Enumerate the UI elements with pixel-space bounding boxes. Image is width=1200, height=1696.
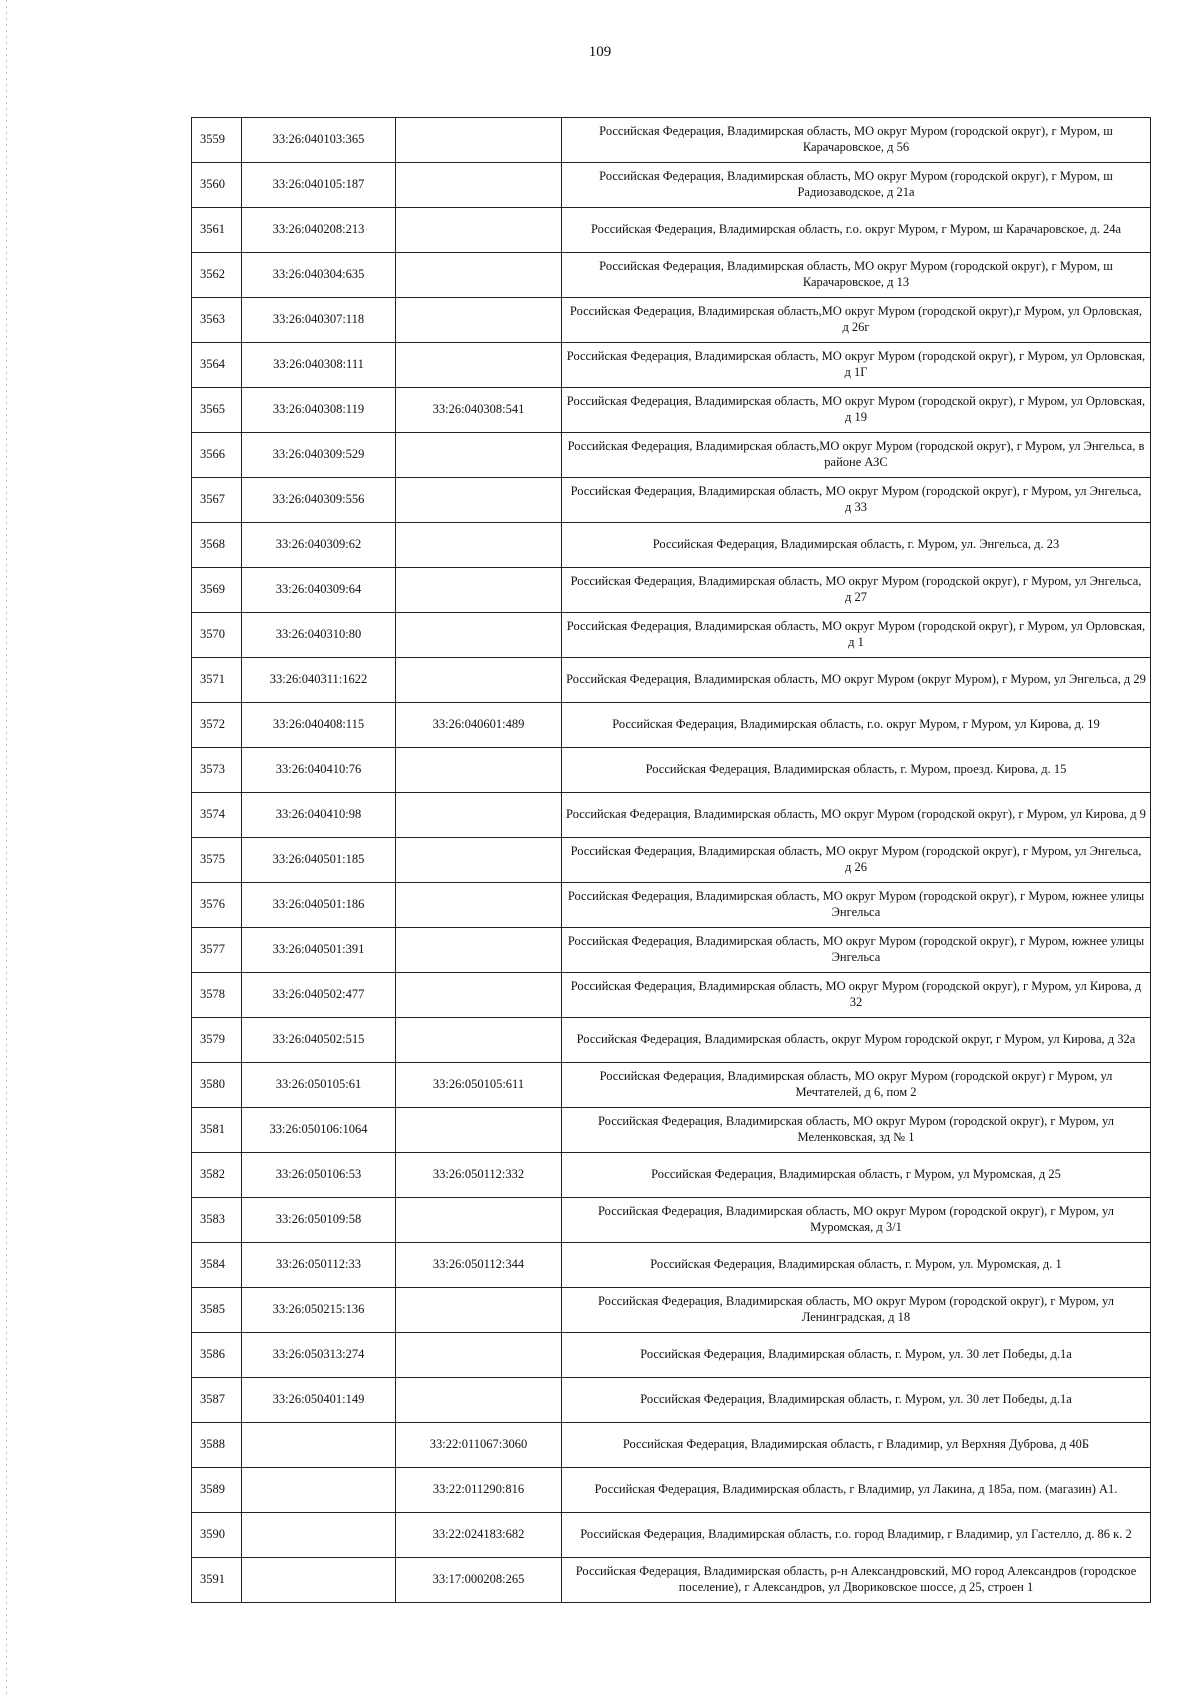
table-row bbox=[192, 118, 1151, 163]
address-cell: Российская Федерация, Владимирская область, г Владимир, ул Лакина, д 185а, пом. (магазин) А1. bbox=[562, 1468, 1151, 1513]
table-row bbox=[192, 1153, 1151, 1198]
row-number-cell: 3574 bbox=[192, 793, 242, 838]
table-row bbox=[192, 703, 1151, 748]
cadastral-number-cell: 33:26:050313:274 bbox=[242, 1333, 396, 1378]
cadastral-number-cell: 33:26:040308:111 bbox=[242, 343, 396, 388]
cadastral-number-cell bbox=[242, 1513, 396, 1558]
table-row bbox=[192, 1333, 1151, 1378]
property-registry-table bbox=[191, 117, 1151, 1603]
table-row bbox=[192, 883, 1151, 928]
related-cadastral-number-cell bbox=[396, 523, 562, 568]
table-row bbox=[192, 973, 1151, 1018]
address-cell: Российская Федерация, Владимирская область, МО округ Муром (городской округ), г Муром, ул Орловская, д 19 bbox=[562, 388, 1151, 433]
cadastral-number-cell: 33:26:050215:136 bbox=[242, 1288, 396, 1333]
related-cadastral-number-cell bbox=[396, 298, 562, 343]
address-cell: Российская Федерация, Владимирская область,МО округ Муром (городской округ), г Муром, ул Энгельса, в районе АЗС bbox=[562, 433, 1151, 478]
row-number-cell: 3584 bbox=[192, 1243, 242, 1288]
cadastral-number-cell: 33:26:040308:119 bbox=[242, 388, 396, 433]
cadastral-number-cell: 33:26:040309:556 bbox=[242, 478, 396, 523]
cadastral-number-cell bbox=[242, 1468, 396, 1513]
row-number-cell: 3582 bbox=[192, 1153, 242, 1198]
table-row bbox=[192, 928, 1151, 973]
table-row bbox=[192, 1288, 1151, 1333]
row-number-cell: 3580 bbox=[192, 1063, 242, 1108]
related-cadastral-number-cell bbox=[396, 343, 562, 388]
cadastral-number-cell: 33:26:050401:149 bbox=[242, 1378, 396, 1423]
related-cadastral-number-cell bbox=[396, 433, 562, 478]
cadastral-number-cell: 33:26:040410:98 bbox=[242, 793, 396, 838]
address-cell: Российская Федерация, Владимирская область, МО округ Муром (городской округ), г Муром, ул Орловская, д 1Г bbox=[562, 343, 1151, 388]
cadastral-number-cell: 33:26:040502:477 bbox=[242, 973, 396, 1018]
related-cadastral-number-cell bbox=[396, 568, 562, 613]
row-number-cell: 3572 bbox=[192, 703, 242, 748]
table-row bbox=[192, 793, 1151, 838]
table-row bbox=[192, 1198, 1151, 1243]
row-number-cell: 3573 bbox=[192, 748, 242, 793]
related-cadastral-number-cell bbox=[396, 883, 562, 928]
address-cell: Российская Федерация, Владимирская область, г. Муром, ул. Энгельса, д. 23 bbox=[562, 523, 1151, 568]
row-number-cell: 3564 bbox=[192, 343, 242, 388]
row-number-cell: 3560 bbox=[192, 163, 242, 208]
related-cadastral-number-cell bbox=[396, 1018, 562, 1063]
cadastral-number-cell: 33:26:050112:33 bbox=[242, 1243, 396, 1288]
related-cadastral-number-cell bbox=[396, 1333, 562, 1378]
related-cadastral-number-cell bbox=[396, 1378, 562, 1423]
table-row bbox=[192, 343, 1151, 388]
address-cell: Российская Федерация, Владимирская область, МО округ Муром (городской округ), г Муром, ул Кирова, д 9 bbox=[562, 793, 1151, 838]
address-cell: Российская Федерация, Владимирская область, г. Муром, ул. 30 лет Победы, д.1а bbox=[562, 1333, 1151, 1378]
related-cadastral-number-cell bbox=[396, 613, 562, 658]
table-row bbox=[192, 298, 1151, 343]
row-number-cell: 3585 bbox=[192, 1288, 242, 1333]
row-number-cell: 3568 bbox=[192, 523, 242, 568]
related-cadastral-number-cell: 33:17:000208:265 bbox=[396, 1558, 562, 1603]
row-number-cell: 3581 bbox=[192, 1108, 242, 1153]
cadastral-number-cell: 33:26:040311:1622 bbox=[242, 658, 396, 703]
cadastral-number-cell bbox=[242, 1558, 396, 1603]
address-cell: Российская Федерация, Владимирская область, МО округ Муром (городской округ), г Муром, южнее улицы Энгельса bbox=[562, 928, 1151, 973]
cadastral-number-cell: 33:26:040309:64 bbox=[242, 568, 396, 613]
row-number-cell: 3559 bbox=[192, 118, 242, 163]
table-row bbox=[192, 748, 1151, 793]
row-number-cell: 3566 bbox=[192, 433, 242, 478]
address-cell: Российская Федерация, Владимирская область, г.о. округ Муром, г Муром, ш Карачаровское, д. 24а bbox=[562, 208, 1151, 253]
cadastral-number-cell: 33:26:040307:118 bbox=[242, 298, 396, 343]
table-row bbox=[192, 1468, 1151, 1513]
related-cadastral-number-cell bbox=[396, 253, 562, 298]
address-cell: Российская Федерация, Владимирская область, МО округ Муром (городской округ), г Муром, южнее улицы Энгельса bbox=[562, 883, 1151, 928]
table-row bbox=[192, 208, 1151, 253]
row-number-cell: 3563 bbox=[192, 298, 242, 343]
cadastral-number-cell bbox=[242, 1423, 396, 1468]
related-cadastral-number-cell bbox=[396, 928, 562, 973]
related-cadastral-number-cell bbox=[396, 1198, 562, 1243]
row-number-cell: 3579 bbox=[192, 1018, 242, 1063]
address-cell: Российская Федерация, Владимирская область, г Муром, ул Муромская, д 25 bbox=[562, 1153, 1151, 1198]
cadastral-number-cell: 33:26:040105:187 bbox=[242, 163, 396, 208]
related-cadastral-number-cell: 33:22:011290:816 bbox=[396, 1468, 562, 1513]
address-cell: Российская Федерация, Владимирская область, МО округ Муром (округ Муром), г Муром, ул Энгельса, д 29 bbox=[562, 658, 1151, 703]
related-cadastral-number-cell: 33:22:011067:3060 bbox=[396, 1423, 562, 1468]
table-row bbox=[192, 478, 1151, 523]
related-cadastral-number-cell bbox=[396, 973, 562, 1018]
table-row bbox=[192, 523, 1151, 568]
cadastral-number-cell: 33:26:050109:58 bbox=[242, 1198, 396, 1243]
related-cadastral-number-cell bbox=[396, 163, 562, 208]
address-cell: Российская Федерация, Владимирская область, г. Муром, проезд. Кирова, д. 15 bbox=[562, 748, 1151, 793]
scan-edge-artifact bbox=[6, 0, 7, 1696]
table-row bbox=[192, 838, 1151, 883]
related-cadastral-number-cell bbox=[396, 838, 562, 883]
row-number-cell: 3591 bbox=[192, 1558, 242, 1603]
registry-table-body bbox=[192, 118, 1151, 1603]
row-number-cell: 3570 bbox=[192, 613, 242, 658]
address-cell: Российская Федерация, Владимирская область, МО округ Муром (городской округ), г Муром, ул Меленковская, зд № 1 bbox=[562, 1108, 1151, 1153]
related-cadastral-number-cell bbox=[396, 793, 562, 838]
related-cadastral-number-cell bbox=[396, 118, 562, 163]
table-row bbox=[192, 388, 1151, 433]
cadastral-number-cell: 33:26:040501:185 bbox=[242, 838, 396, 883]
related-cadastral-number-cell: 33:26:050112:332 bbox=[396, 1153, 562, 1198]
table-row bbox=[192, 1108, 1151, 1153]
table-row bbox=[192, 1423, 1151, 1468]
cadastral-number-cell: 33:26:040410:76 bbox=[242, 748, 396, 793]
related-cadastral-number-cell bbox=[396, 1108, 562, 1153]
table-row bbox=[192, 163, 1151, 208]
table-row bbox=[192, 433, 1151, 478]
address-cell: Российская Федерация, Владимирская область, МО округ Муром (городской округ), г Муром, ш Радиозаводское, д 21а bbox=[562, 163, 1151, 208]
address-cell: Российская Федерация, Владимирская область, МО округ Муром (городской округ), г Муром, ул Ленинградская, д 18 bbox=[562, 1288, 1151, 1333]
related-cadastral-number-cell bbox=[396, 478, 562, 523]
cadastral-number-cell: 33:26:040408:115 bbox=[242, 703, 396, 748]
address-cell: Российская Федерация, Владимирская область, МО округ Муром (городской округ), г Муром, ш Карачаровское, д 56 bbox=[562, 118, 1151, 163]
row-number-cell: 3562 bbox=[192, 253, 242, 298]
cadastral-number-cell: 33:26:040501:186 bbox=[242, 883, 396, 928]
related-cadastral-number-cell: 33:26:050112:344 bbox=[396, 1243, 562, 1288]
table-row bbox=[192, 1243, 1151, 1288]
cadastral-number-cell: 33:26:040310:80 bbox=[242, 613, 396, 658]
address-cell: Российская Федерация, Владимирская область, округ Муром городской округ, г Муром, ул Кирова, д 32а bbox=[562, 1018, 1151, 1063]
address-cell: Российская Федерация, Владимирская область, МО округ Муром (городской округ), г Муром, ул Энгельса, д 33 bbox=[562, 478, 1151, 523]
address-cell: Российская Федерация, Владимирская область, г Владимир, ул Верхняя Дуброва, д 40Б bbox=[562, 1423, 1151, 1468]
address-cell: Российская Федерация, Владимирская область, МО округ Муром (городской округ), г Муром, ул Орловская, д 1 bbox=[562, 613, 1151, 658]
address-cell: Российская Федерация, Владимирская область, г.о. округ Муром, г Муром, ул Кирова, д. 19 bbox=[562, 703, 1151, 748]
row-number-cell: 3561 bbox=[192, 208, 242, 253]
row-number-cell: 3577 bbox=[192, 928, 242, 973]
address-cell: Российская Федерация, Владимирская область, МО округ Муром (городской округ), г Муром, ул Муромская, д 3/1 bbox=[562, 1198, 1151, 1243]
related-cadastral-number-cell bbox=[396, 748, 562, 793]
row-number-cell: 3565 bbox=[192, 388, 242, 433]
row-number-cell: 3589 bbox=[192, 1468, 242, 1513]
address-cell: Российская Федерация, Владимирская область, г. Муром, ул. 30 лет Победы, д.1а bbox=[562, 1378, 1151, 1423]
cadastral-number-cell: 33:26:050106:1064 bbox=[242, 1108, 396, 1153]
related-cadastral-number-cell bbox=[396, 208, 562, 253]
table-row bbox=[192, 1558, 1151, 1603]
cadastral-number-cell: 33:26:050105:61 bbox=[242, 1063, 396, 1108]
cadastral-number-cell: 33:26:040208:213 bbox=[242, 208, 396, 253]
cadastral-number-cell: 33:26:040502:515 bbox=[242, 1018, 396, 1063]
cadastral-number-cell: 33:26:040309:529 bbox=[242, 433, 396, 478]
table-row bbox=[192, 613, 1151, 658]
row-number-cell: 3569 bbox=[192, 568, 242, 613]
related-cadastral-number-cell: 33:26:050105:611 bbox=[396, 1063, 562, 1108]
address-cell: Российская Федерация, Владимирская область, МО округ Муром (городской округ), г Муром, ул Энгельса, д 26 bbox=[562, 838, 1151, 883]
table-row bbox=[192, 253, 1151, 298]
cadastral-number-cell: 33:26:040304:635 bbox=[242, 253, 396, 298]
row-number-cell: 3571 bbox=[192, 658, 242, 703]
table-row bbox=[192, 658, 1151, 703]
row-number-cell: 3586 bbox=[192, 1333, 242, 1378]
related-cadastral-number-cell bbox=[396, 1288, 562, 1333]
cadastral-number-cell: 33:26:040501:391 bbox=[242, 928, 396, 973]
row-number-cell: 3587 bbox=[192, 1378, 242, 1423]
table-row bbox=[192, 1063, 1151, 1108]
related-cadastral-number-cell: 33:26:040601:489 bbox=[396, 703, 562, 748]
cadastral-number-cell: 33:26:040103:365 bbox=[242, 118, 396, 163]
address-cell: Российская Федерация, Владимирская область,МО округ Муром (городской округ),г Муром, ул Орловская, д 26г bbox=[562, 298, 1151, 343]
row-number-cell: 3590 bbox=[192, 1513, 242, 1558]
table-row bbox=[192, 1018, 1151, 1063]
related-cadastral-number-cell: 33:26:040308:541 bbox=[396, 388, 562, 433]
address-cell: Российская Федерация, Владимирская область, г.о. город Владимир, г Владимир, ул Гастелло, д. 86 к. 2 bbox=[562, 1513, 1151, 1558]
table-row bbox=[192, 568, 1151, 613]
row-number-cell: 3588 bbox=[192, 1423, 242, 1468]
page-number: 109 bbox=[588, 44, 612, 60]
table-row bbox=[192, 1378, 1151, 1423]
address-cell: Российская Федерация, Владимирская область, МО округ Муром (городской округ) г Муром, ул Мечтателей, д 6, пом 2 bbox=[562, 1063, 1151, 1108]
row-number-cell: 3575 bbox=[192, 838, 242, 883]
address-cell: Российская Федерация, Владимирская область, МО округ Муром (городской округ), г Муром, ул Энгельса, д 27 bbox=[562, 568, 1151, 613]
address-cell: Российская Федерация, Владимирская область, р-н Александровский, МО город Александров (городское поселение), г Александров, ул Двориковское шоссе, д 25, строен 1 bbox=[562, 1558, 1151, 1603]
cadastral-number-cell: 33:26:050106:53 bbox=[242, 1153, 396, 1198]
table-row bbox=[192, 1513, 1151, 1558]
related-cadastral-number-cell bbox=[396, 658, 562, 703]
address-cell: Российская Федерация, Владимирская область, г. Муром, ул. Муромская, д. 1 bbox=[562, 1243, 1151, 1288]
row-number-cell: 3576 bbox=[192, 883, 242, 928]
cadastral-number-cell: 33:26:040309:62 bbox=[242, 523, 396, 568]
row-number-cell: 3578 bbox=[192, 973, 242, 1018]
address-cell: Российская Федерация, Владимирская область, МО округ Муром (городской округ), г Муром, ул Кирова, д 32 bbox=[562, 973, 1151, 1018]
row-number-cell: 3567 bbox=[192, 478, 242, 523]
address-cell: Российская Федерация, Владимирская область, МО округ Муром (городской округ), г Муром, ш Карачаровское, д 13 bbox=[562, 253, 1151, 298]
related-cadastral-number-cell: 33:22:024183:682 bbox=[396, 1513, 562, 1558]
row-number-cell: 3583 bbox=[192, 1198, 242, 1243]
